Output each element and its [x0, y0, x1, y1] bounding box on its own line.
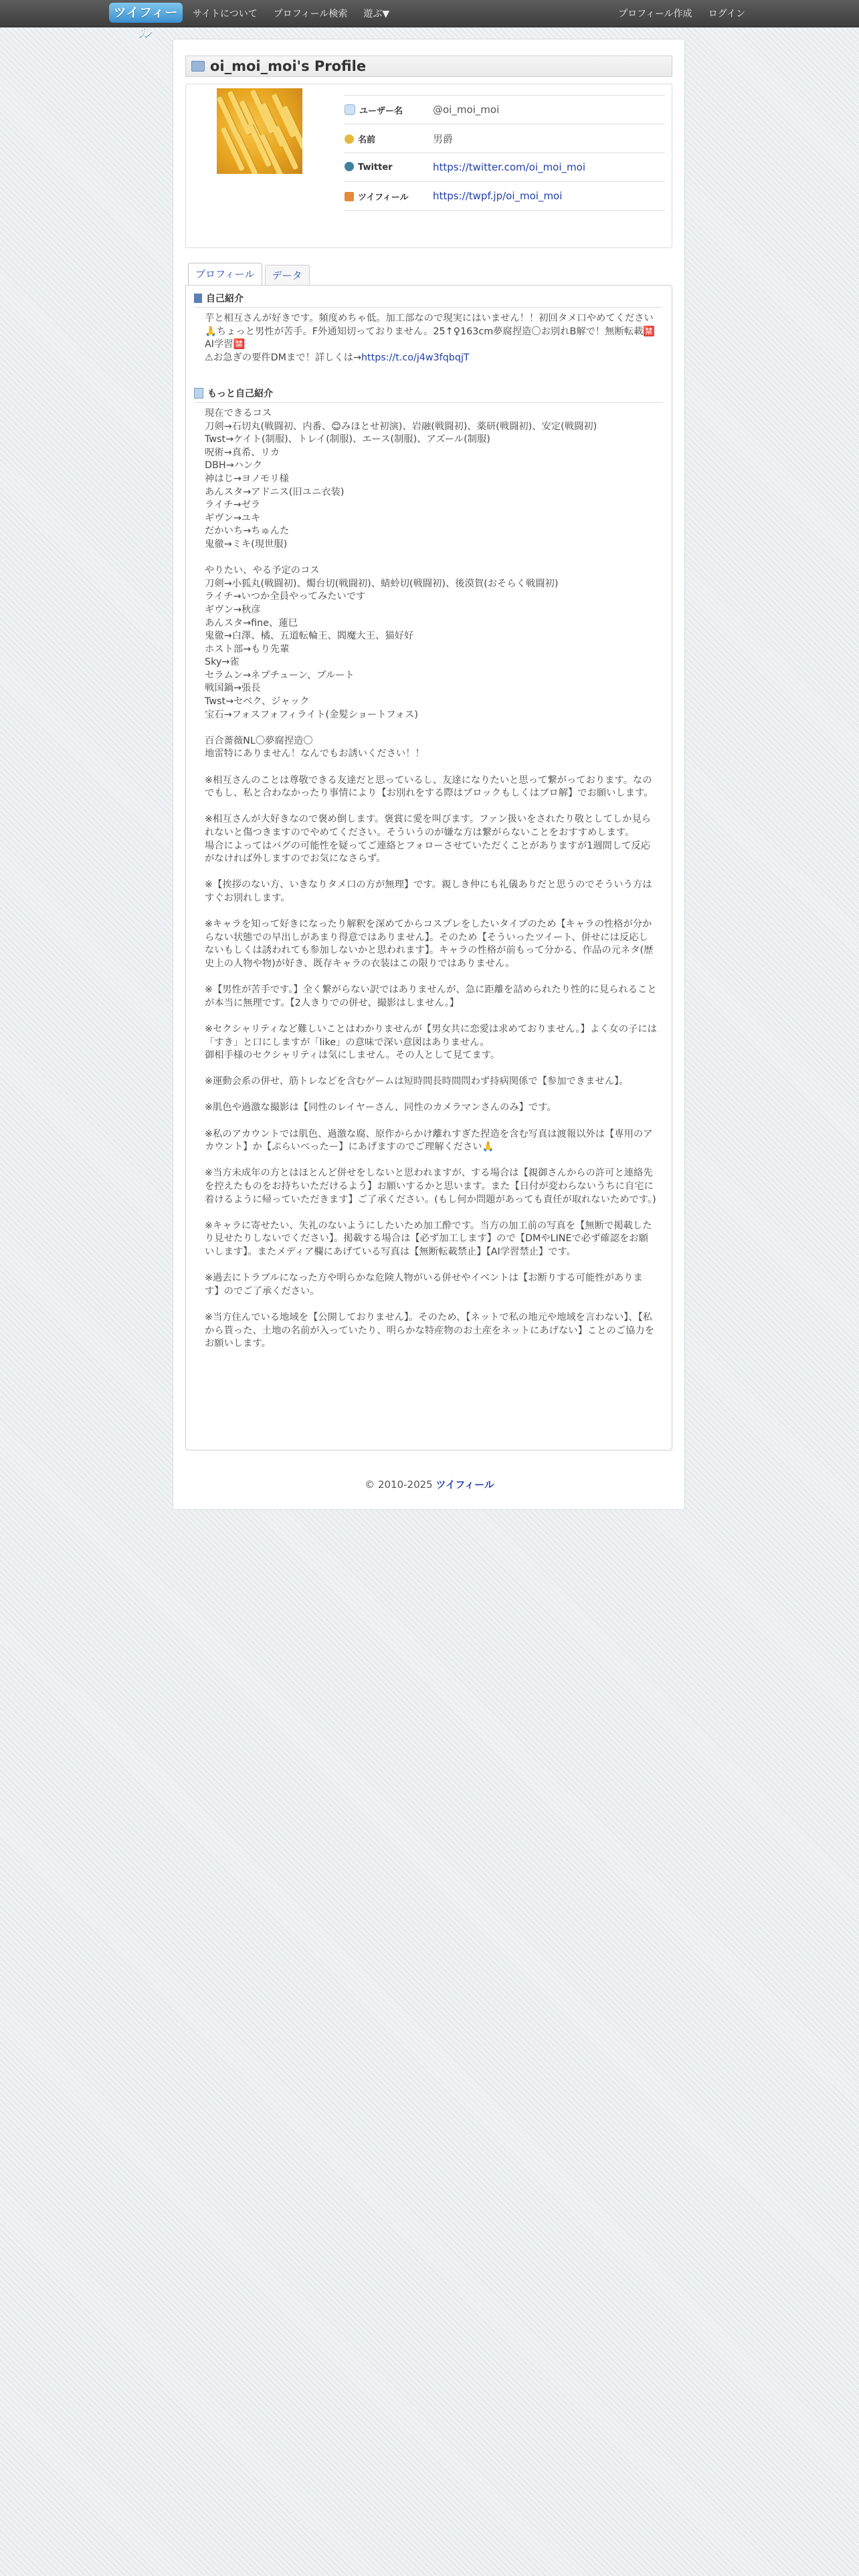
row-name — [344, 124, 665, 153]
page-title: oi_moi_moi's Profile — [210, 58, 367, 74]
nav-login-link[interactable]: ログイン — [708, 9, 745, 19]
profile-title-bar — [185, 56, 672, 77]
nav-create-profile-link[interactable]: プロフィール作成 — [618, 9, 692, 19]
nav-left — [193, 0, 389, 27]
nav-play-menu[interactable]: 遊ぶ▼ — [363, 9, 390, 19]
document-icon — [194, 388, 203, 399]
globe-icon — [345, 162, 354, 171]
avatar — [217, 88, 302, 174]
twitter-link[interactable]: https://twitter.com/oi_moi_moi — [433, 161, 585, 173]
main-panel — [173, 39, 685, 1510]
twitter-label: Twitter — [358, 163, 393, 173]
face-icon — [345, 134, 354, 144]
row-twitter — [344, 153, 665, 182]
row-username — [344, 96, 665, 124]
twpf-link[interactable]: https://twpf.jp/oi_moi_moi — [433, 190, 563, 202]
intro-text: 芋と相互さんが好きです。頻度めちゃ低。加工部なので現実にはいません！！初回タメ口やめてください🙏ちょっと男性が苦手。F外通知切っておりません。25↑♀163cm夢腐捏造〇お別れB解で！無断転載🈲AI学習🈲 ⚠お急ぎの要件DMまで！詳しくは→https://t.co/j4w3fqbqjT — [205, 313, 656, 363]
name-label: 名前 — [358, 134, 376, 145]
row-twpf — [344, 182, 665, 211]
twpf-label: ツイフィール — [358, 192, 409, 203]
home-icon — [345, 192, 354, 201]
speech-bubble-icon — [345, 104, 355, 115]
intro-link[interactable]: https://t.co/j4w3fqbqjT — [361, 352, 470, 363]
nav-profile-search-link[interactable]: プロフィール検索 — [273, 9, 348, 19]
profile-tabs — [188, 263, 312, 286]
copyright-text: © 2010-2025 — [365, 1479, 433, 1491]
more-intro-text: 現在できるコス 刀剣→石切丸(戦闘初、内番、😊みほとせ初演)、岩融(戦闘初)、薬研(戦闘初)、安定(戦闘初) Twst→ケイト(制服)、トレイ(制服)、エース(制服)、アズール(制服) 呪術→真希、リカ DBH→ハンク 神はじ→ヨノモリ様 あんスタ→アドニス(旧ユニ衣装) ライチ→ゼラ ギヴン→ユキ だかいち→ちゅんた 鬼徹→ミキ(現世服) やりたい、やる予定のコス 刀剣→小狐丸(戦闘初)、燭台切(戦闘初)、蜻蛉切(戦闘初)、後漠賀(おそらく戦闘初) ライチ→いつか全員やってみたいです ギヴン→秋彦 あんスタ→fine、蓮巳 鬼徹→白澤、橘、五道転輪王、閻魔大王、猫好好 ホスト部→もり先輩 Sky→雀 セラムン→ネプチューン、プルート 戦国鍋→張長 Twst→セベク、ジャック 宝石→フォスフォフィライト(金髪ショートフォス) 百合薔薇NL〇夢腐捏造〇 地雷特にありません！なんでもお誘いください！！ ※相互さんのことは尊敬できる友達だと思っているし、友達になりたいと思って繋がっております。なのでもし、私と合わなかったり事情により【お別れをする際はブロックもしくはブロ解】でお願いします。 ※相互さんが大好きなので褒め倒します。褒賞に愛を叫びます。ファン扱いをされたり敬としてしか見られないと傷つきますのでやめてください。そういうのが嫌な方は繋がらないことをおすすめします。 場合によってはバグの可能性を疑ってご連絡とフォローさせていただくことがありますが1週間して反応がなければ外しますのでお気になさらず。 ※【挨拶のない方、いきなりタメ口の方が無理】です。親しき仲にも礼儀ありだと思うのでそういう方はすぐお別れします。 ※キャラを知って好きになったり解釈を深めてからコスプレをしたいタイプのため【キャラの性格が分からない状態での早出しがあまり得意ではありません】。そのため【そういったツイート、併せには反応しないもしくは誘われても参加しないかと思われます】。キャラの性格が前もって分かる、作品の元ネタ(歴史上の人物や物)が好き、既存キャラの衣装はこの限りではありません。 ※【男性が苦手です。】全く繋がらない訳ではありませんが、急に距離を詰められたり性的に見られることが本当に無理です。【2人きりでの併せ、撮影はしません。】 ※セクシャリティなど難しいことはわかりませんが【男女共に恋愛は求めておりません。】よく女の子には「すき」と口にしますが「like」の意味で深い意図はありません。 御相手様のセクシャリティは気にしません。その人として見てます。 ※運動会系の併せ、筋トレなどを含むゲームは短時間長時間問わず持病関係で【参加できません】。 ※肌色や過激な撮影は【同性のレイヤーさん、同性のカメラマンさんのみ】です。 ※私のアカウントでは肌色、過激な腐、原作からかけ離れすぎた捏造を含む写真は渡報以外は【専用のアカウント】か【ぷらいべったー】にあげますのでご理解ください🙏 ※当方未成年の方とはほとんど併せをしないと思われますが、する場合は【親御さんからの許可と連絡先を控えたものをお持ちいただけるよう】お願いするかと思います。また【日付が変わらないうちに自宅に着けるように帰っていただきます】ご了承ください。(もし何か問題があっても責任が取れないためです。) ※キャラに寄せたい、失礼のないようにしたいため加工酔です。当方の加工前の写真を【無断で掲載したり見せたりしないでください】。掲載する場合は【必ず加工します】ので【DMやLINEで必ず確認をお願いします】。またメディア欄にあげている写真は【無断転載禁止】【AI学習禁止】です。 ※過去にトラブルになった方や明らかな危険人物がいる併せやイベントは【お断りする可能性があります】のでご了承ください。 ※当方住んでいる地域を【公開しておりません】。そのため、【ネットで私の地元や地域を言わない】、【私から貰った、土地の名前が入っていたり、明らかな特産物のお土産をネットにあげない】ことのご協力をお願いします。 — [205, 408, 657, 1350]
name-value: 男爵 — [432, 124, 665, 153]
nav-right — [618, 0, 745, 27]
footer — [173, 1477, 686, 1491]
nav-about-link[interactable]: サイトについて — [193, 9, 258, 19]
more-intro-heading: もっと自己紹介 — [194, 385, 662, 403]
id-card-icon — [191, 61, 205, 72]
tab-data[interactable]: データ — [265, 265, 310, 286]
profile-card — [185, 84, 672, 248]
site-logo[interactable]: ツイフィール — [109, 3, 183, 23]
profile-info-table — [344, 95, 665, 211]
tab-content — [185, 285, 672, 1451]
tab-profile[interactable]: プロフィール — [188, 263, 262, 286]
book-icon — [194, 294, 202, 303]
intro-heading: 自己紹介 — [194, 290, 662, 308]
footer-site-link[interactable]: ツイフィール — [436, 1479, 494, 1491]
username-label: ユーザー名 — [359, 106, 403, 116]
username-value: @oi_moi_moi — [432, 96, 665, 124]
top-navbar — [0, 0, 859, 40]
